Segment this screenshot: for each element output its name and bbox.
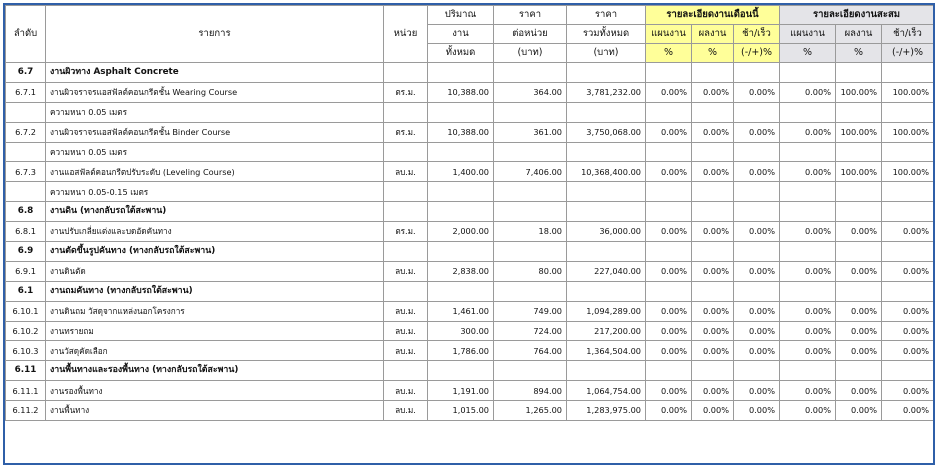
note-row <box>6 182 934 202</box>
item-number: 6.10.1 <box>6 301 46 321</box>
month-plan-pct <box>646 182 692 202</box>
item-quantity <box>428 182 494 202</box>
item-unit: ลบ.ม. <box>384 162 428 182</box>
item-number: 6.7.3 <box>6 162 46 182</box>
item-number: 6.11.1 <box>6 381 46 401</box>
note-row <box>6 142 934 162</box>
item-number: 6.10.3 <box>6 341 46 361</box>
month-plan-pct: 0.00% <box>646 301 692 321</box>
month-actual-pct: 0.00% <box>692 401 734 421</box>
item-total-price: 3,781,232.00 <box>567 82 646 102</box>
table-row <box>6 301 934 321</box>
table-row <box>6 381 934 401</box>
item-total-price <box>567 202 646 222</box>
item-unit-price <box>494 63 567 83</box>
item-total-price: 3,750,068.00 <box>567 122 646 142</box>
table-row <box>6 222 934 242</box>
header-total-price-2: รวมทั้งหมด <box>567 25 646 44</box>
progress-table <box>5 5 934 421</box>
item-unit <box>384 182 428 202</box>
cum-actual-pct: 0.00% <box>836 301 882 321</box>
item-total-price <box>567 142 646 162</box>
item-total-price <box>567 281 646 301</box>
item-number: 6.9 <box>6 242 46 262</box>
section-row <box>6 242 934 262</box>
section-title: งานผิวทาง Asphalt Concrete <box>46 63 384 83</box>
item-number: 6.7.1 <box>6 82 46 102</box>
item-unit <box>384 63 428 83</box>
item-unit-price: 749.00 <box>494 301 567 321</box>
month-actual-pct: 0.00% <box>692 222 734 242</box>
item-description: งานรองพื้นทาง <box>46 381 384 401</box>
cum-actual-pct <box>836 102 882 122</box>
month-actual-pct <box>692 361 734 381</box>
month-variance-pct: 0.00% <box>734 162 780 182</box>
item-unit <box>384 242 428 262</box>
month-actual-pct: 0.00% <box>692 341 734 361</box>
cum-variance-pct: 100.00% <box>882 82 934 102</box>
item-total-price: 217,200.00 <box>567 321 646 341</box>
cum-plan-pct <box>780 63 836 83</box>
month-variance-pct: 0.00% <box>734 341 780 361</box>
item-description: งานดินถม วัสดุจากแหล่งนอกโครงการ <box>46 301 384 321</box>
month-actual-pct: 0.00% <box>692 82 734 102</box>
item-unit-price <box>494 361 567 381</box>
item-quantity: 2,838.00 <box>428 261 494 281</box>
cum-plan-pct: 0.00% <box>780 162 836 182</box>
item-number: 6.11 <box>6 361 46 381</box>
item-unit-price: 361.00 <box>494 122 567 142</box>
section-title: งานพื้นทางและรองพื้นทาง (ทางกลับรถใต้สะพาน) <box>46 361 384 381</box>
item-unit-price <box>494 281 567 301</box>
cum-plan-pct: 0.00% <box>780 82 836 102</box>
month-plan-pct: 0.00% <box>646 381 692 401</box>
header-no: ลำดับ <box>6 6 46 63</box>
month-actual-pct <box>692 142 734 162</box>
item-unit-price: 80.00 <box>494 261 567 281</box>
month-plan-pct <box>646 361 692 381</box>
cum-variance-pct: 100.00% <box>882 162 934 182</box>
item-description: งานปรับเกลี่ยแต่งและบดอัดคันทาง <box>46 222 384 242</box>
cum-plan-pct: 0.00% <box>780 401 836 421</box>
header-month-plan-unit: % <box>646 44 692 63</box>
section-title: งานดิน (ทางกลับรถใต้สะพาน) <box>46 202 384 222</box>
month-variance-pct <box>734 102 780 122</box>
header-month-variance: ช้า/เร็ว <box>734 25 780 44</box>
item-unit-price <box>494 102 567 122</box>
header-month-variance-unit: (-/+)% <box>734 44 780 63</box>
item-unit-price: 1,265.00 <box>494 401 567 421</box>
section-row <box>6 202 934 222</box>
cum-actual-pct <box>836 182 882 202</box>
month-variance-pct <box>734 281 780 301</box>
item-description: งานดินตัด <box>46 261 384 281</box>
item-number <box>6 102 46 122</box>
cum-variance-pct <box>882 182 934 202</box>
item-total-price: 1,283,975.00 <box>567 401 646 421</box>
cum-actual-pct <box>836 202 882 222</box>
item-unit-price: 764.00 <box>494 341 567 361</box>
header-month-group: รายละเอียดงานเดือนนี้ <box>646 6 780 25</box>
item-quantity <box>428 102 494 122</box>
month-plan-pct <box>646 202 692 222</box>
item-quantity <box>428 281 494 301</box>
item-description: งานแอสฟัลต์คอนกรีตปรับระดับ (Leveling Course) <box>46 162 384 182</box>
item-note: ความหนา 0.05-0.15 เมตร <box>46 182 384 202</box>
item-unit-price <box>494 202 567 222</box>
item-unit-price: 724.00 <box>494 321 567 341</box>
cum-variance-pct: 0.00% <box>882 341 934 361</box>
cum-plan-pct: 0.00% <box>780 301 836 321</box>
item-quantity <box>428 202 494 222</box>
item-unit: ลบ.ม. <box>384 301 428 321</box>
cum-variance-pct: 0.00% <box>882 261 934 281</box>
header-total-price-3: (บาท) <box>567 44 646 63</box>
table-row <box>6 82 934 102</box>
cum-plan-pct <box>780 142 836 162</box>
header-qty-3: ทั้งหมด <box>428 44 494 63</box>
table-row <box>6 162 934 182</box>
month-plan-pct <box>646 242 692 262</box>
item-quantity: 1,015.00 <box>428 401 494 421</box>
month-actual-pct: 0.00% <box>692 321 734 341</box>
item-unit: ลบ.ม. <box>384 261 428 281</box>
month-actual-pct: 0.00% <box>692 381 734 401</box>
cum-variance-pct: 0.00% <box>882 222 934 242</box>
cum-actual-pct: 100.00% <box>836 82 882 102</box>
month-plan-pct: 0.00% <box>646 261 692 281</box>
month-actual-pct <box>692 281 734 301</box>
month-plan-pct <box>646 102 692 122</box>
item-number <box>6 142 46 162</box>
cum-plan-pct <box>780 102 836 122</box>
header-month-actual: ผลงาน <box>692 25 734 44</box>
cum-plan-pct: 0.00% <box>780 321 836 341</box>
header-item: รายการ <box>46 6 384 63</box>
month-plan-pct: 0.00% <box>646 222 692 242</box>
header-unit-price-3: (บาท) <box>494 44 567 63</box>
item-unit: ตร.ม. <box>384 222 428 242</box>
spreadsheet-frame <box>3 3 935 465</box>
cum-plan-pct: 0.00% <box>780 122 836 142</box>
item-unit-price: 7,406.00 <box>494 162 567 182</box>
month-variance-pct: 0.00% <box>734 401 780 421</box>
cum-actual-pct: 100.00% <box>836 162 882 182</box>
cum-plan-pct: 0.00% <box>780 381 836 401</box>
cum-plan-pct <box>780 242 836 262</box>
item-number <box>6 182 46 202</box>
month-actual-pct: 0.00% <box>692 162 734 182</box>
table-row <box>6 401 934 421</box>
cum-plan-pct <box>780 361 836 381</box>
item-unit-price: 18.00 <box>494 222 567 242</box>
cum-actual-pct <box>836 242 882 262</box>
header-cum-actual-unit: % <box>836 44 882 63</box>
table-header <box>6 6 934 63</box>
item-unit-price <box>494 182 567 202</box>
item-number: 6.11.2 <box>6 401 46 421</box>
header-cum-plan: แผนงาน <box>780 25 836 44</box>
month-plan-pct: 0.00% <box>646 321 692 341</box>
month-plan-pct <box>646 63 692 83</box>
item-total-price: 36,000.00 <box>567 222 646 242</box>
item-number: 6.7 <box>6 63 46 83</box>
cum-variance-pct <box>882 102 934 122</box>
item-number: 6.10.2 <box>6 321 46 341</box>
item-unit-price: 894.00 <box>494 381 567 401</box>
note-row <box>6 102 934 122</box>
month-variance-pct <box>734 142 780 162</box>
section-row <box>6 63 934 83</box>
cum-plan-pct: 0.00% <box>780 341 836 361</box>
header-month-actual-unit: % <box>692 44 734 63</box>
item-note: ความหนา 0.05 เมตร <box>46 102 384 122</box>
table-row <box>6 321 934 341</box>
item-unit <box>384 202 428 222</box>
header-unit: หน่วย <box>384 6 428 63</box>
item-quantity: 1,461.00 <box>428 301 494 321</box>
month-variance-pct: 0.00% <box>734 301 780 321</box>
month-actual-pct: 0.00% <box>692 122 734 142</box>
cum-actual-pct: 100.00% <box>836 122 882 142</box>
item-number: 6.1 <box>6 281 46 301</box>
header-cum-variance-unit: (-/+)% <box>882 44 934 63</box>
month-plan-pct <box>646 142 692 162</box>
month-plan-pct: 0.00% <box>646 122 692 142</box>
cum-actual-pct: 0.00% <box>836 341 882 361</box>
cum-variance-pct: 100.00% <box>882 122 934 142</box>
item-total-price <box>567 63 646 83</box>
item-total-price: 1,364,504.00 <box>567 341 646 361</box>
month-actual-pct: 0.00% <box>692 301 734 321</box>
cum-plan-pct: 0.00% <box>780 222 836 242</box>
item-total-price <box>567 182 646 202</box>
header-cum-actual: ผลงาน <box>836 25 882 44</box>
cum-actual-pct: 0.00% <box>836 401 882 421</box>
month-variance-pct <box>734 242 780 262</box>
cum-actual-pct <box>836 281 882 301</box>
item-unit <box>384 142 428 162</box>
item-number: 6.9.1 <box>6 261 46 281</box>
item-unit <box>384 361 428 381</box>
item-quantity: 10,388.00 <box>428 82 494 102</box>
item-quantity: 1,786.00 <box>428 341 494 361</box>
item-unit-price <box>494 142 567 162</box>
cum-actual-pct: 0.00% <box>836 222 882 242</box>
month-plan-pct: 0.00% <box>646 82 692 102</box>
month-actual-pct <box>692 63 734 83</box>
cum-actual-pct: 0.00% <box>836 261 882 281</box>
month-actual-pct <box>692 182 734 202</box>
item-quantity: 1,191.00 <box>428 381 494 401</box>
item-total-price: 227,040.00 <box>567 261 646 281</box>
month-variance-pct: 0.00% <box>734 82 780 102</box>
month-variance-pct: 0.00% <box>734 222 780 242</box>
cum-variance-pct <box>882 242 934 262</box>
item-unit: ตร.ม. <box>384 82 428 102</box>
section-row <box>6 281 934 301</box>
item-unit-price <box>494 242 567 262</box>
cum-variance-pct <box>882 202 934 222</box>
month-actual-pct <box>692 202 734 222</box>
header-unit-price-1: ราคา <box>494 6 567 25</box>
item-quantity: 300.00 <box>428 321 494 341</box>
section-row <box>6 361 934 381</box>
header-qty-1: ปริมาณ <box>428 6 494 25</box>
item-total-price <box>567 102 646 122</box>
table-row <box>6 122 934 142</box>
item-number: 6.8.1 <box>6 222 46 242</box>
month-actual-pct <box>692 242 734 262</box>
section-title: งานถมคันทาง (ทางกลับรถใต้สะพาน) <box>46 281 384 301</box>
item-quantity <box>428 242 494 262</box>
cum-plan-pct <box>780 202 836 222</box>
cum-variance-pct <box>882 63 934 83</box>
item-total-price <box>567 361 646 381</box>
month-actual-pct <box>692 102 734 122</box>
cum-variance-pct: 0.00% <box>882 401 934 421</box>
header-month-plan: แผนงาน <box>646 25 692 44</box>
month-variance-pct <box>734 63 780 83</box>
header-cumulative-group: รายละเอียดงานสะสม <box>780 6 934 25</box>
month-variance-pct <box>734 361 780 381</box>
item-unit: ลบ.ม. <box>384 401 428 421</box>
cum-actual-pct: 0.00% <box>836 381 882 401</box>
cum-actual-pct: 0.00% <box>836 321 882 341</box>
item-unit: ตร.ม. <box>384 122 428 142</box>
header-total-price-1: ราคา <box>567 6 646 25</box>
item-description: งานวัสดุคัดเลือก <box>46 341 384 361</box>
item-number: 6.8 <box>6 202 46 222</box>
item-total-price: 1,094,289.00 <box>567 301 646 321</box>
table-body <box>6 63 934 421</box>
header-qty-2: งาน <box>428 25 494 44</box>
item-total-price <box>567 242 646 262</box>
cum-variance-pct: 0.00% <box>882 321 934 341</box>
item-unit <box>384 102 428 122</box>
table-row <box>6 341 934 361</box>
cum-plan-pct <box>780 182 836 202</box>
header-cum-plan-unit: % <box>780 44 836 63</box>
cum-actual-pct <box>836 361 882 381</box>
item-unit-price: 364.00 <box>494 82 567 102</box>
cum-variance-pct: 0.00% <box>882 301 934 321</box>
month-plan-pct: 0.00% <box>646 162 692 182</box>
item-quantity: 1,400.00 <box>428 162 494 182</box>
month-variance-pct <box>734 182 780 202</box>
header-unit-price-2: ต่อหน่วย <box>494 25 567 44</box>
cum-plan-pct <box>780 281 836 301</box>
item-description: งานพื้นทาง <box>46 401 384 421</box>
month-variance-pct: 0.00% <box>734 122 780 142</box>
item-total-price: 1,064,754.00 <box>567 381 646 401</box>
item-description: งานทรายถม <box>46 321 384 341</box>
month-plan-pct: 0.00% <box>646 401 692 421</box>
item-unit: ลบ.ม. <box>384 321 428 341</box>
month-plan-pct <box>646 281 692 301</box>
item-unit: ลบ.ม. <box>384 341 428 361</box>
section-title: งานตัดขึ้นรูปคันทาง (ทางกลับรถใต้สะพาน) <box>46 242 384 262</box>
month-actual-pct: 0.00% <box>692 261 734 281</box>
month-variance-pct: 0.00% <box>734 381 780 401</box>
cum-plan-pct: 0.00% <box>780 261 836 281</box>
item-description: งานผิวจราจรแอสฟัลต์คอนกรีตชั้น Binder Course <box>46 122 384 142</box>
month-variance-pct: 0.00% <box>734 321 780 341</box>
cum-variance-pct <box>882 142 934 162</box>
cum-variance-pct <box>882 361 934 381</box>
item-quantity <box>428 361 494 381</box>
cum-variance-pct: 0.00% <box>882 381 934 401</box>
item-quantity <box>428 142 494 162</box>
month-variance-pct <box>734 202 780 222</box>
cum-actual-pct <box>836 142 882 162</box>
item-note: ความหนา 0.05 เมตร <box>46 142 384 162</box>
item-unit: ลบ.ม. <box>384 381 428 401</box>
item-total-price: 10,368,400.00 <box>567 162 646 182</box>
month-variance-pct: 0.00% <box>734 261 780 281</box>
header-cum-variance: ช้า/เร็ว <box>882 25 934 44</box>
item-quantity: 10,388.00 <box>428 122 494 142</box>
table-row <box>6 261 934 281</box>
cum-actual-pct <box>836 63 882 83</box>
item-quantity <box>428 63 494 83</box>
item-quantity: 2,000.00 <box>428 222 494 242</box>
month-plan-pct: 0.00% <box>646 341 692 361</box>
item-number: 6.7.2 <box>6 122 46 142</box>
item-unit <box>384 281 428 301</box>
item-description: งานผิวจราจรแอสฟัลต์คอนกรีตชั้น Wearing Course <box>46 82 384 102</box>
cum-variance-pct <box>882 281 934 301</box>
